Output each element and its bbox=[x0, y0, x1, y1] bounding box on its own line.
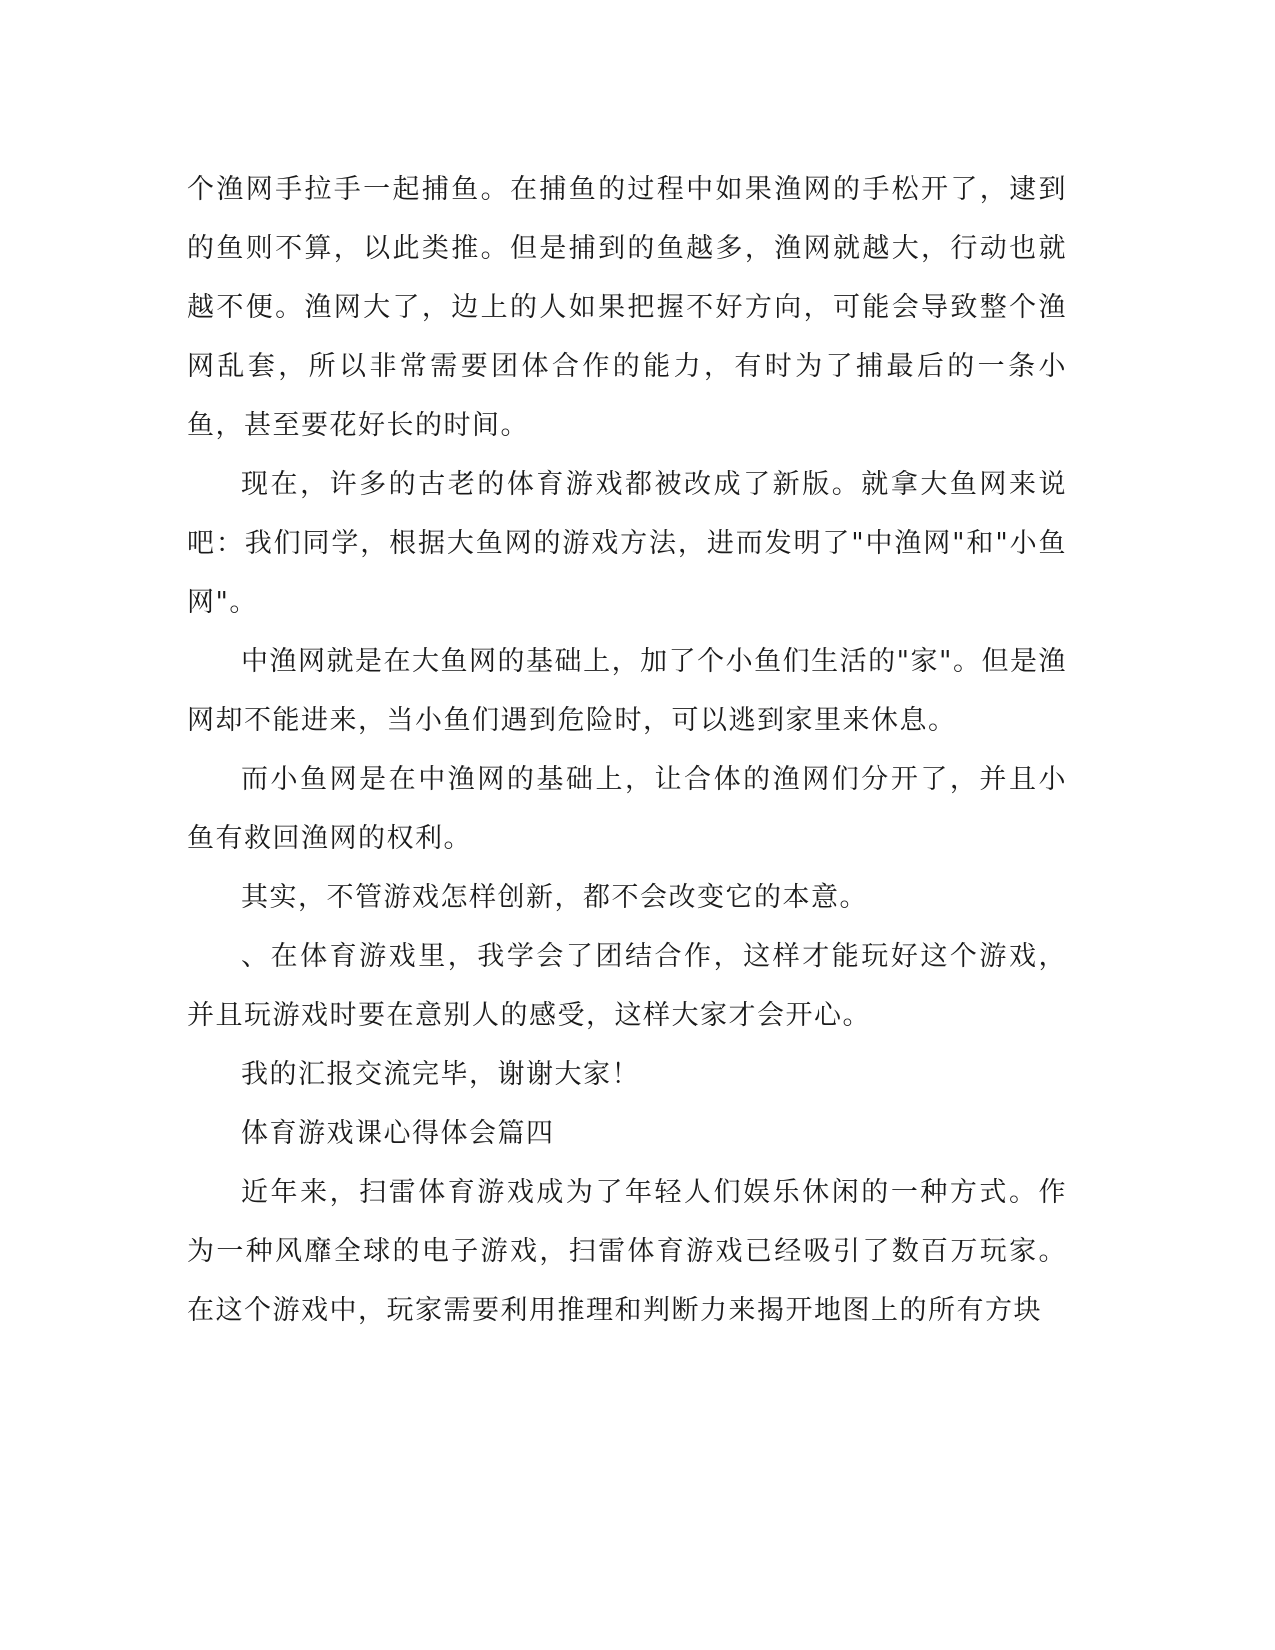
document-body bbox=[187, 160, 1067, 1340]
section-heading: 体育游戏课心得体会篇四 bbox=[241, 1118, 555, 1149]
paragraph: 我的汇报交流完毕，谢谢大家！ bbox=[241, 1059, 640, 1090]
paragraph: 而小鱼网是在中渔网的基础上，让合体的渔网们分开了，并且小鱼有救回渔网的权利。 bbox=[187, 764, 1067, 854]
paragraph: 近年来，扫雷体育游戏成为了年轻人们娱乐休闲的一种方式。作为一种风靡全球的电子游戏，扫雷体育游戏已经吸引了数百万玩家。在这个游戏中，玩家需要利用推理和判断力来揭开地图上的所有方块 bbox=[187, 1177, 1067, 1326]
paragraph: 中渔网就是在大鱼网的基础上，加了个小鱼们生活的"家"。但是渔网却不能进来，当小鱼们遇到危险时，可以逃到家里来休息。 bbox=[187, 646, 1067, 736]
paragraph: 、在体育游戏里，我学会了团结合作，这样才能玩好这个游戏，并且玩游戏时要在意别人的感受，这样大家才会开心。 bbox=[187, 941, 1067, 1031]
paragraph: 其实，不管游戏怎样创新，都不会改变它的本意。 bbox=[241, 882, 868, 913]
paragraph-continuation: 个渔网手拉手一起捕鱼。在捕鱼的过程中如果渔网的手松开了，逮到的鱼则不算，以此类推。但是捕到的鱼越多，渔网就越大，行动也就越不便。渔网大了，边上的人如果把握不好方向，可能会导致整个渔网乱套，所以非常需要团体合作的能力，有时为了捕最后的一条小鱼，甚至要花好长的时间。 bbox=[187, 174, 1067, 441]
paragraph: 现在，许多的古老的体育游戏都被改成了新版。就拿大鱼网来说吧：我们同学，根据大鱼网的游戏方法，进而发明了"中渔网"和"小鱼网"。 bbox=[187, 469, 1067, 618]
